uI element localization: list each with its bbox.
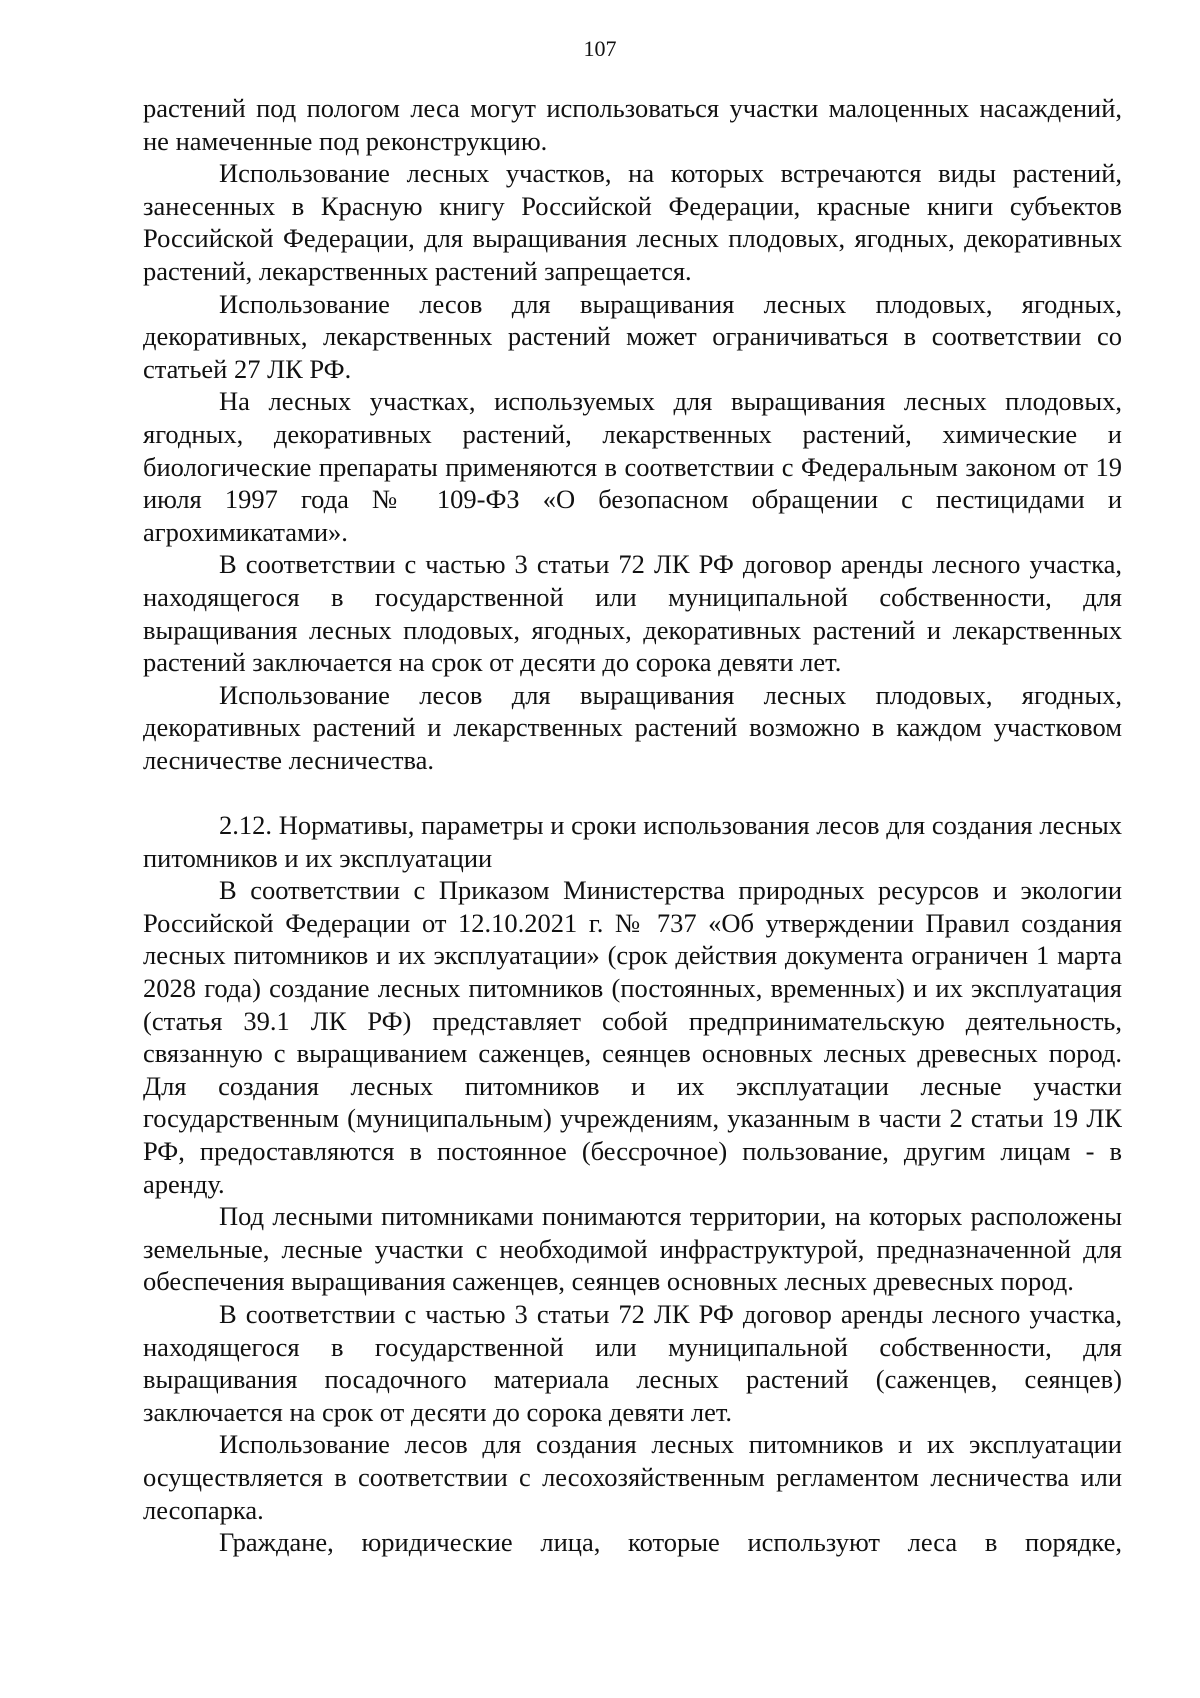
page-number: 107 [583,36,617,61]
document-body [143,92,1122,1559]
paragraph-red-book-prohibition: Использование лесных участков, на которых встречаются виды растений, занесенных в Красную книгу Российской Федерации, красные книги субъектов Российской Федерации, для выращивания лесных плодовых, ягодных, декоративных растений, лекарственных растений запрещается. [143,158,1122,286]
paragraph-continued: растений под пологом леса могут использоваться участки малоценных насаждений, не намеченные под реконструкцию. [143,93,1122,156]
paragraph-lease-term: В соответствии с частью 3 статьи 72 ЛК РФ договор аренды лесного участка, находящегося в государственной или муниципальной собственности, для выращивания лесных плодовых, ягодных, декоративных растений и лекарственных растений заключается на срок от десяти до сорока девяти лет. [143,549,1122,678]
paragraph-forestry-regulations: Использование лесов для создания лесных питомников и их эксплуатации осуществляется в соответствии с лесохозяйственным регламентом лесничества или лесопарка. [143,1429,1122,1525]
paragraph-nursery-definition: Под лесными питомниками понимаются территории, на которых расположены земельные, лесные участки с необходимой инфраструктурой, предназначенной для обеспечения выращивания саженцев, сеянцев основных лесных древесных пород. [143,1201,1122,1297]
paragraph-chemical-preparations: На лесных участках, используемых для выращивания лесных плодовых, ягодных, декоративных растений, лекарственных растений, химические и биологические препараты применяются в соответствии с Федеральным законом от 19 июля 1997 года № 109-ФЗ «О безопасном обращении с пестицидами и агрохимикатами». [143,386,1122,547]
paragraph-every-district: Использование лесов для выращивания лесных плодовых, ягодных, декоративных растений и лекарственных растений возможно в каждом участковом лесничестве лесничества. [143,679,1122,775]
paragraph-citizens-continued: Граждане, юридические лица, которые используют леса в порядке, [219,1527,1122,1558]
paragraph-nursery-lease-term: В соответствии с частью 3 статьи 72 ЛК РФ договор аренды лесного участка, находящегося в государственной или муниципальной собственности, для выращивания посадочного материала лесных растений (саженцев, сеянцев) заключается на срок от десяти до сорока девяти лет. [143,1298,1122,1427]
paragraph-restriction-article-27: Использование лесов для выращивания лесных плодовых, ягодных, декоративных, лекарственных растений может ограничиваться в соответствии со статьей 27 ЛК РФ. [143,288,1122,384]
paragraph-ministry-order: В соответствии с Приказом Министерства природных ресурсов и экологии Российской Федерации от 12.10.2021 г. № 737 «Об утверждении Правил создания лесных питомников и их эксплуатации» (срок действия документа ограничен 1 марта 2028 года) создание лесных питомников (постоянных, временных) и их эксплуатация (статья 39.1 ЛК РФ) представляет собой предпринимательскую деятельность, связанную с выращиванием саженцев, сеянцев основных лесных древесных пород. Для создания лесных питомников и их эксплуатации лесные участки государственным (муниципальным) учреждениям, указанным в части 2 статьи 19 ЛК РФ, предоставляются в постоянное (бессрочное) пользование, другим лицам - в аренду. [143,875,1122,1199]
section-heading: 2.12. Нормативы, параметры и сроки использования лесов для создания лесных питомников и их эксплуатации [143,810,1122,873]
